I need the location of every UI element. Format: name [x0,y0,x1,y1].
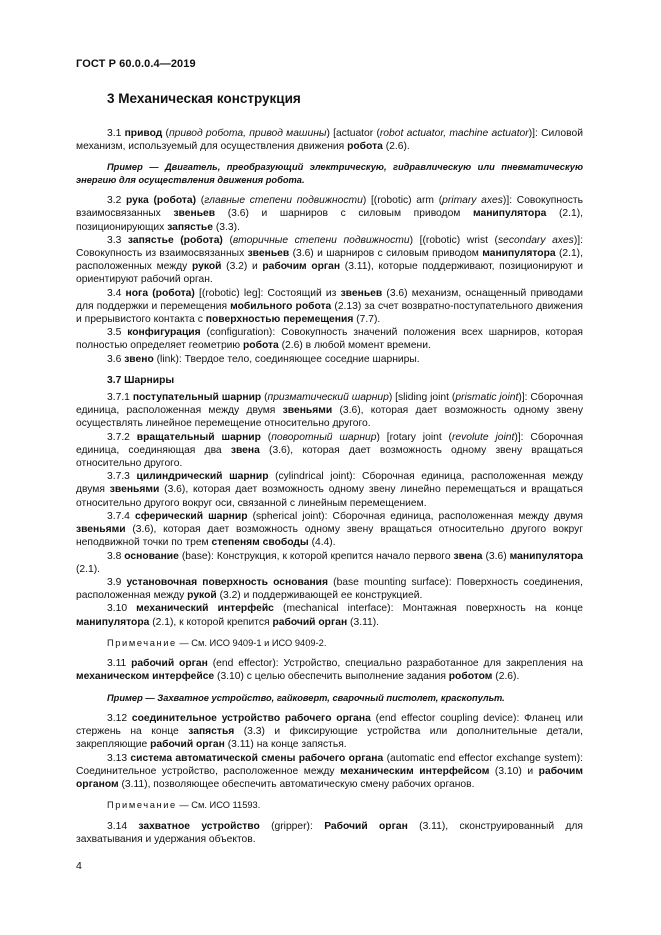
term-bold: запястья [188,726,235,738]
term-bold: поверхностью перемещения [205,314,354,326]
text-run: ) [actuator ( [326,128,380,139]
term-italic: поворотный шарнир [271,431,377,443]
term-definition [76,820,583,846]
term-italic: revolute joint [451,431,515,443]
text-run: (3.6), которая дает возможность одному звену вращаться относительно другого вокруг неподвижной точки по трем [76,524,583,549]
text-run: 3.5 [107,327,128,339]
term-definition [76,391,583,431]
term-definition [76,326,583,352]
text-run: (2.1), к которой крепится [149,616,273,628]
term-bold: звеньев [173,208,216,220]
term-bold: механический интерфейс [136,603,274,615]
text-run: (3.11), позволяющее обеспечить автоматическую смену рабочих органов. [118,778,475,790]
term-italic: primary axes [442,195,503,207]
term-bold: поступательный шарнир [132,392,262,404]
term-bold: манипулятора [76,616,150,628]
text-run: (base mounting surface): Поверхность соединения, расположенная между [76,576,583,602]
text-run: (3.3). [212,221,240,233]
term-definition [76,602,583,628]
text-run: 3.11 [107,658,132,670]
term-bold: нога (робота) [125,287,195,299]
term-bold: мобильного робота [230,300,332,312]
text-run: 3.12 [107,712,132,724]
term-bold: роботом [448,671,493,683]
term-italic: главные степени подвижности [204,195,363,207]
text-run: ) [sliding joint ( [388,392,456,404]
text-run: (2.1). [76,563,101,575]
text-run: (3.11), сконструированный для захватывания и удержания объектов. [76,820,584,845]
term-bold: механическом интерфейсе [76,671,215,683]
text-run: 3.3 [107,234,128,246]
text-run: )]: Совокупность взаимосвязанных [76,195,583,220]
text-run: 3.6 [107,353,125,365]
term-bold: рабочий орган [131,658,208,670]
term-italic: prismatic joint [455,392,519,404]
term-bold: цилиндрический шарнир [136,471,269,483]
text-run: 3.8 [107,550,125,562]
term-definition [76,752,583,792]
text-run: ) [(robotic) wrist ( [409,234,498,246]
text-run: (3.11). [347,616,380,628]
text-run: (3.6) [482,550,510,562]
text-run: 3.1 [107,128,125,139]
term-bold: соединительное устройство рабочего органа [131,712,371,724]
term-bold: звено [124,353,154,365]
text-run: (3.10) с целью обеспечить выполнение задания [214,671,449,683]
term-definition [76,550,583,576]
text-run: (2.1), расположенных между [76,248,583,273]
term-bold: звеньями [282,405,333,417]
term-bold: захватное устройство [138,820,260,832]
text-run: )]: Совокупность из взаимосвязанных [76,234,583,260]
term-bold: привод [124,128,163,139]
page-number: 4 [76,860,82,872]
term-italic: привод робота, привод машины [169,128,327,139]
text-run: (3.2) и [221,261,263,273]
text-run: (7.7). [353,314,381,326]
term-definition [76,127,583,153]
text-run: ( [260,431,272,443]
text-run: (2.1), позиционирующих [76,208,583,233]
note-paragraph [76,799,583,811]
term-italic: secondary axes [497,234,574,246]
subsection-title [76,374,583,387]
term-bold: манипулятора [473,208,547,220]
document-header: ГОСТ Р 60.0.0.4—2019 [76,58,196,70]
text-run: (3.11) на конце запястья. [224,739,347,751]
document-body [76,119,583,846]
text-run: ( [162,128,169,139]
text-run: (2.6). [382,141,410,153]
term-bold: рабочим органом [76,765,584,790]
text-run: (4.4). [308,537,336,549]
text-run: 3.2 [107,195,127,207]
term-definition [76,353,583,366]
text-run: 3.9 [107,576,127,588]
text-run: (3.3) и фиксирующие устройства или дополнительные детали, закрепляющие [76,726,583,751]
term-bold: вращательный шарнир [136,431,261,443]
term-bold: запястье (робота) [127,234,223,246]
text-run: (3.6), которая дает возможность одному звену вращаться относительно другого. [76,444,583,470]
text-run: (end effector coupling device): Фланец или стержень на конце [76,712,583,738]
term-italic: вторичные степени подвижности [232,234,410,246]
term-italic: призматический шарнир [267,392,389,404]
text-run: Пример — Двигатель, преобразующий электрическую, гидравлическую или пневматическую энергию для осуществления движения робота. [76,162,583,185]
text-run: (automatic end effector exchange system): Соединительное устройство, расположенное между [76,752,584,777]
text-run: (3.2) и поддерживающей ее конструкцией. [216,590,423,602]
text-run: (3.6), которая дает возможность одному звену линейно перемещаться и вращаться относительно другого вокруг оси, связанной с линейным перемещением. [76,484,583,509]
term-bold: сферический шарнир [134,510,248,522]
text-run: 3.14 [107,820,139,832]
term-bold: рабочий орган [150,739,225,751]
text-run: (2.6) в любой момент времени. [278,340,431,352]
text-run: (base): Конструкция, к которой крепится начало первого [178,550,454,562]
text-run: (3.6) и шарниров с силовым приводом [289,248,483,260]
term-bold: установочная поверхность основания [126,576,329,588]
text-run: ( [196,195,205,207]
term-bold: звеньями [109,484,160,496]
term-definition [76,194,583,234]
text-run: ) [rotary joint ( [376,431,452,443]
text-run: 3.7 Шарниры [107,374,175,386]
term-bold: звеньев [247,248,290,260]
text-run: (3.10) и [489,765,539,777]
term-bold: рукой [187,590,217,602]
term-bold: звена [230,444,260,456]
term-bold: робота [347,141,383,153]
text-run: 3.7.3 [107,471,137,483]
example-paragraph [76,161,583,186]
text-run: (mechanical interface): Монтажная поверхность на конце [273,603,583,615]
text-run: (3.6) механизм, оснащенный приводами для поддержки и перемещения [76,287,583,312]
text-run: 3.10 [107,603,137,615]
term-bold: манипулятора [482,248,556,260]
text-run: 3.13 [107,752,131,764]
text-run: (cylindrical joint): Сборочная единица, расположенная между двумя [76,471,583,496]
note-label: Примечание [107,800,177,811]
text-run: (end effector): Устройство, специально разработанное для закрепления на [207,658,583,670]
text-run: Пример — Захватное устройство, гайковерт, сварочный пистолет, краскопульт. [107,692,505,703]
text-run: (link): Твердое тело, соединяющее соседние шарниры. [153,353,420,365]
term-bold: манипулятора [509,550,583,562]
term-definition [76,712,583,752]
text-run: (2.6). [492,671,520,683]
note-label: Примечание [107,637,177,648]
text-run: (spherical joint): Сборочная единица, расположенная между двумя [247,510,583,522]
text-run: 3.4 [107,287,126,299]
text-run: (gripper): [259,820,325,832]
term-italic: robot actuator, machine actuator [379,128,529,139]
term-bold: запястье [167,221,213,233]
term-bold: рукой [191,261,222,273]
text-run: )]: Сборочная единица, соединяющая два [76,431,584,456]
text-run: )]: Силовой механизм, используемый для осуществления движения [76,128,583,153]
text-run: )]: Сборочная единица, расположенная между двумя [76,392,584,417]
text-run: ( [222,234,233,246]
term-bold: робота [243,340,279,352]
example-paragraph [76,692,583,704]
note-text: — См. ИСО 11593. [176,800,261,811]
term-definition [76,510,583,550]
term-bold: основание [124,550,179,562]
term-definition [76,470,583,510]
term-bold: механическим интерфейсом [340,765,490,777]
term-definition [76,576,583,602]
note-text: — См. ИСО 9409-1 и ИСО 9409-2. [176,637,327,648]
text-run: (configuration): Совокупность значений положения всех шарниров, которая полностью определяет геометрию [76,327,583,352]
term-bold: рабочим орган [262,261,341,273]
term-bold: звеньями [76,524,126,536]
text-run: 3.7.1 [107,392,133,404]
term-bold: система автоматической смены рабочего органа [130,752,384,764]
section-title: 3 Механическая конструкция [107,91,301,106]
term-bold: звеньев [340,287,383,299]
term-bold: звена [453,550,483,562]
text-run: [(robotic) leg]: Состоящий из [194,287,341,299]
text-run: ( [261,392,268,404]
term-bold: Рабочий орган [324,820,408,832]
text-run: ) [(robotic) arm ( [362,195,443,207]
text-run: (2.13) за счет возвратно-поступательного движения и прерывистого контакта с [76,300,584,326]
term-bold: рабочий орган [272,616,348,628]
term-bold: степеням свободы [211,537,309,549]
text-run: (3.6), которая дает возможность одному звену осуществлять линейное перемещение относительно другого. [76,405,583,430]
term-definition [76,431,583,471]
term-definition [76,234,583,287]
term-definition [76,287,583,327]
text-run: 3.7.4 [107,510,135,522]
text-run: 3.7.2 [107,431,137,443]
term-bold: конфигурация [127,327,201,339]
term-definition [76,657,583,683]
term-bold: рука (робота) [126,195,197,207]
text-run: (3.11), которые поддерживают, позиционируют и ориентируют рабочий орган. [76,261,584,286]
note-paragraph [76,637,583,649]
text-run: (3.6) и шарниров с силовым приводом [215,208,473,220]
